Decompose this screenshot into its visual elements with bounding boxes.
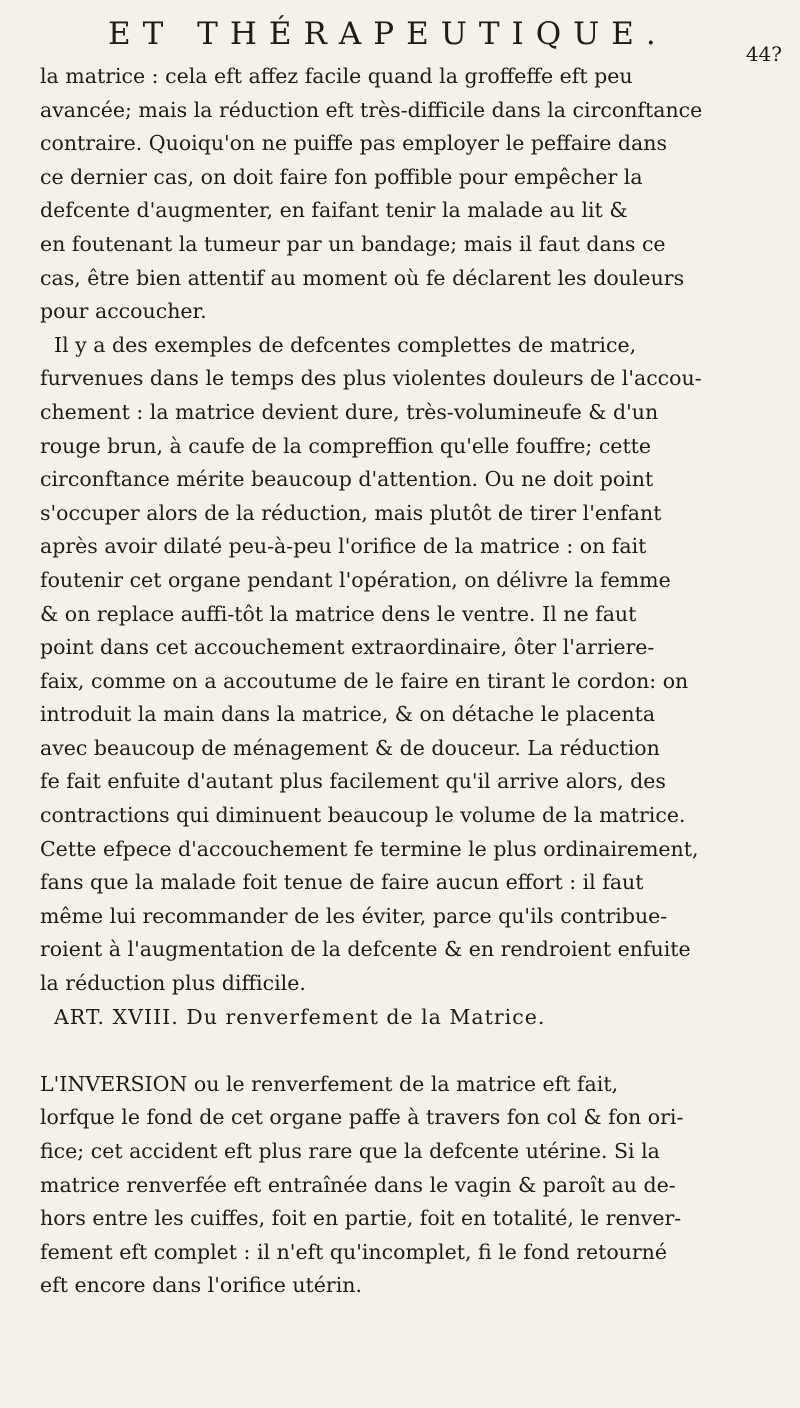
text-line: & on replace auffi-tôt la matrice dens le ventre. Il ne faut [40,601,637,626]
text-line: fe fait enfuite d'autant plus facilement qu'il arrive alors, des [40,769,666,794]
text-line: hors entre les cuiffes, foit en partie, foit en totalité, le renver- [40,1206,682,1231]
text-line: la réduction plus difficile. [40,971,306,996]
text-line: lorfque le fond de cet organe paffe à travers fon col & fon ori- [40,1105,684,1130]
text-line: furvenues dans le temps des plus violentes douleurs de l'accou- [40,366,702,391]
text-line: chement : la matrice devient dure, très-volumineufe & d'un [40,399,659,424]
text-line: point dans cet accouchement extraordinaire, ôter l'arriere- [40,635,655,660]
text-line: faix, comme on a accoutume de le faire en tirant le cordon: on [40,668,689,693]
text-line: contractions qui diminuent beaucoup le volume de la matrice. [40,803,686,828]
text-line: cas, être bien attentif au moment où fe déclarent les douleurs [40,265,685,290]
text-line: ce dernier cas, on doit faire fon poffible pour empêcher la [40,164,643,189]
text-line: rouge brun, à caufe de la compreffion qu'elle fouffre; cette [40,433,652,458]
text-line: defcente d'augmenter, en faifant tenir la malade au lit & [40,198,628,223]
text-line: la matrice : cela eft affez facile quand la groffeffe eft peu [40,64,633,88]
paragraph-start-line: Il y a des exemples de defcentes complettes de matrice, [54,332,637,357]
text-line: pour accoucher. [40,299,207,324]
text-line: foutenir cet organe pendant l'opération, on délivre la femme [40,567,671,592]
text-line: fice; cet accident eft plus rare que la defcente utérine. Si la [40,1139,660,1163]
running-title: ET THÉRAPEUTIQUE. [108,16,668,52]
text-line: même lui recommander de les éviter, parce qu'ils contribue- [40,903,668,928]
text-line: avec beaucoup de ménagement & de douceur. La réduction [40,735,660,760]
text-line: après avoir dilaté peu-à-peu l'orifice de la matrice : on fait [40,534,647,559]
text-line: contraire. Quoiqu'on ne puiffe pas employer le peffaire dans [40,131,668,156]
running-head [0,6,800,66]
body-text [40,60,788,1303]
text-line: avancée; mais la réduction eft très-difficile dans la circonftance [40,97,703,122]
text-line: eft encore dans l'orifice utérin. [40,1273,363,1298]
text-line: en foutenant la tumeur par un bandage; mais il faut dans ce [40,231,666,256]
page-number: 44? [745,42,782,66]
text-line: introduit la main dans la matrice, & on détache le placenta [40,702,656,727]
text-line: matrice renverfée eft entraînée dans le vagin & paroît au de- [40,1172,676,1197]
text-line: circonftance mérite beaucoup d'attention. Ou ne doit point [40,467,654,492]
text-line: roient à l'augmentation de la defcente & en rendroient enfuite [40,937,691,962]
article-heading: ART. XVIII. Du renverfement de la Matrice. [54,1004,546,1029]
text-line: fans que la malade foit tenue de faire aucun effort : il faut [40,870,644,895]
text-line: fement eft complet : il n'eft qu'incomplet, fi le fond retourné [40,1239,667,1264]
text-line: Cette efpece d'accouchement fe termine le plus ordinairement, [40,836,699,861]
blank-line [40,1034,788,1068]
text-line: s'occuper alors de la réduction, mais plutôt de tirer l'enfant [40,500,662,525]
paragraph-start-line: L'INVERSION ou le renverfement de la matrice eft fait, [40,1071,619,1096]
